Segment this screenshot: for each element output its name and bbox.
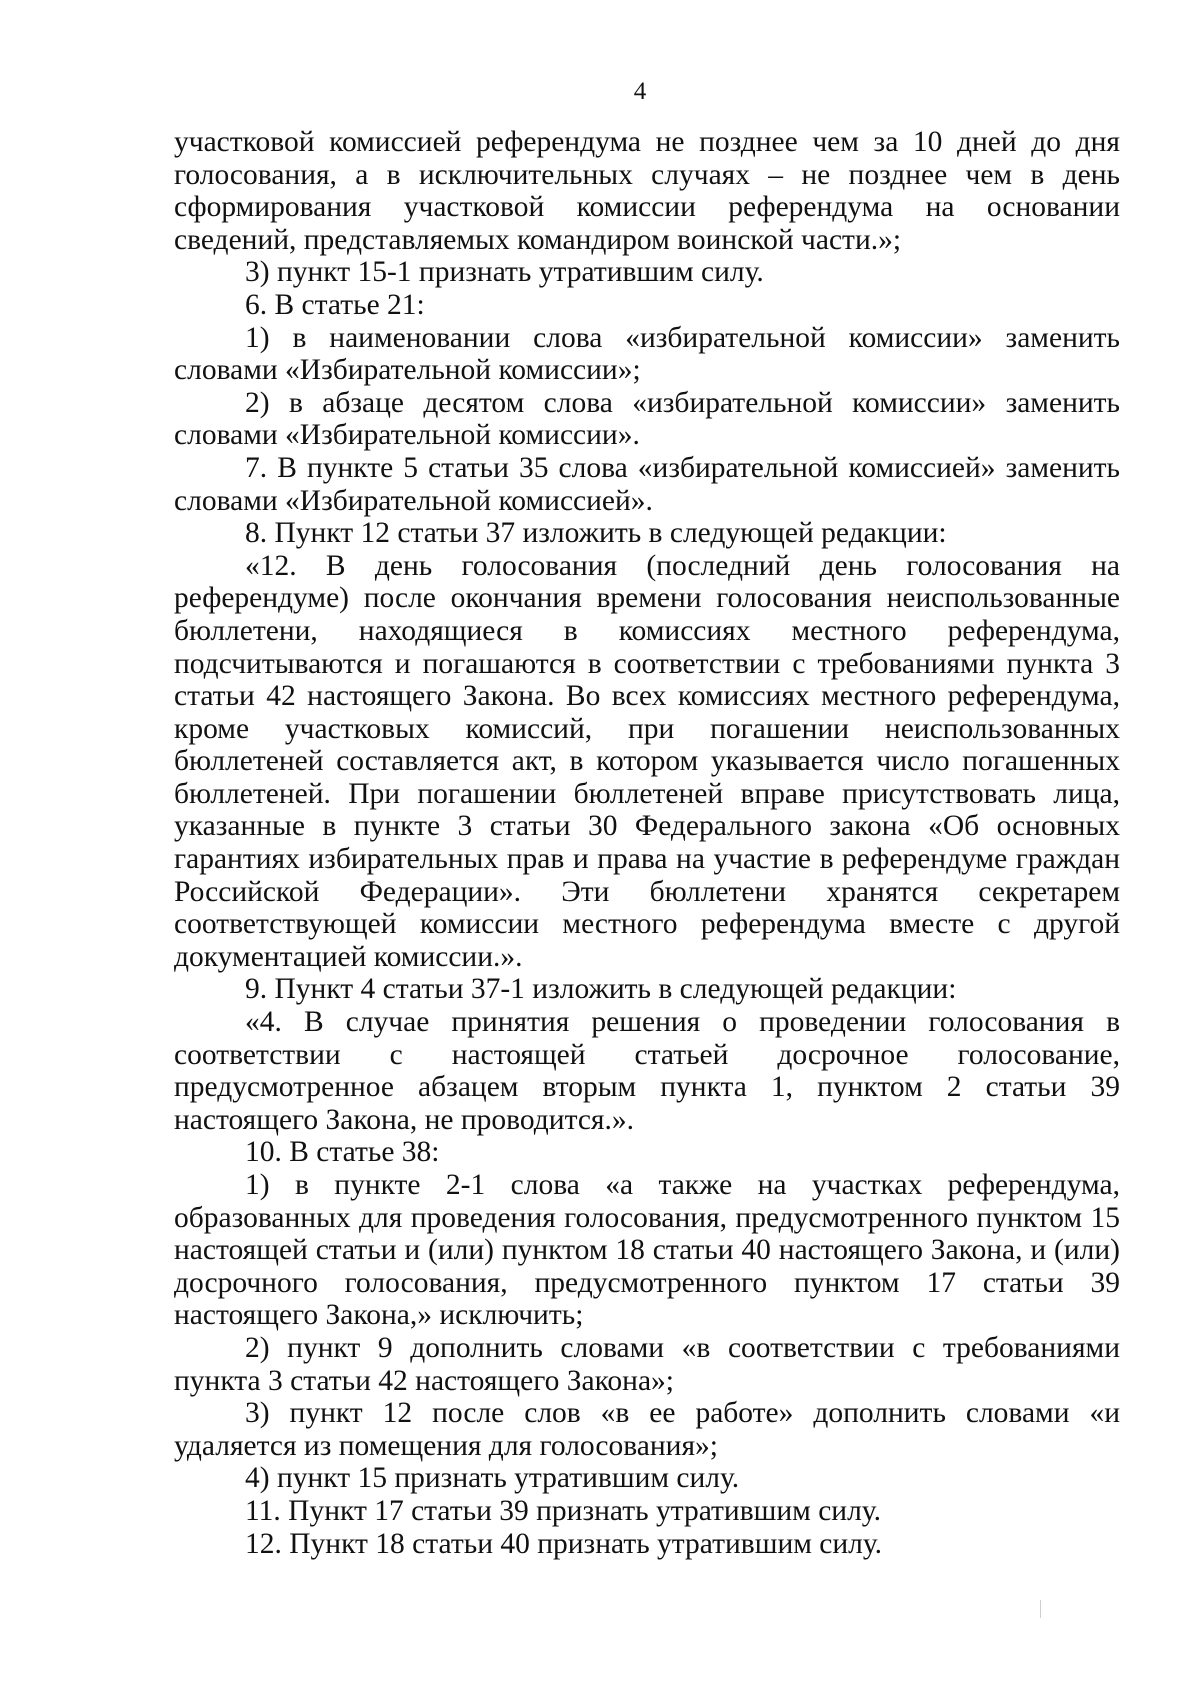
paragraph-quote: «4. В случае принятия решения о проведении голосования в соответствии с настоящей статьей досрочное голосование, предусмотренное абзацем вторым пункта 1, пунктом 2 статьи 39 настоящего Закона, не проводится.». <box>174 1006 1120 1136</box>
paragraph-section: 7. В пункте 5 статьи 35 слова «избирательной комиссией» заменить словами «Избирательной комиссией». <box>174 451 1120 517</box>
paragraph-quote: «12. В день голосования (последний день голосования на референдуме) после окончания времени голосования неиспользованные бюллетени, находящиеся в комиссиях местного референдума, подсчитываются и погашаются в соответствии с требованиями пункта 3 статьи 42 настоящего Закона. Во всех комиссиях местного референдума, кроме участковых комиссий, при погашении неиспользованных бюллетеней составляется акт, в котором указывается число погашенных бюллетеней. При погашении бюллетеней вправе присутствовать лица, указанные в пункте 3 статьи 30 Федерального закона «Об основных гарантиях избирательных прав и права на участие в референдуме граждан Российской Федерации». Эти бюллетени хранятся секретарем соответствующей комиссии местного референдума вместе с другой документацией комиссии.». <box>174 549 1120 973</box>
document-body <box>174 126 1120 1560</box>
paragraph-section: 10. В статье 38: <box>245 1136 440 1169</box>
paragraph-section: 12. Пункт 18 статьи 40 признать утратившим силу. <box>245 1527 883 1560</box>
scan-artifact <box>1040 1600 1041 1618</box>
paragraph-item: 1) в пункте 2-1 слова «а также на участках референдума, образованных для проведения голосования, предусмотренного пунктом 15 настоящей статьи и (или) пунктом 18 статьи 40 настоящего Закона, и (или) досрочного голосования, предусмотренного пунктом 17 статьи 39 настоящего Закона,» исключить; <box>174 1169 1120 1332</box>
paragraph-continuation: участковой комиссией референдума не позднее чем за 10 дней до дня голосования, а в исключительных случаях – не позднее чем в день сформирования участковой комиссии референдума на основании сведений, представляемых командиром воинской части.»; <box>174 126 1120 256</box>
paragraph-item: 2) в абзаце десятом слова «избирательной комиссии» заменить словами «Избирательной комиссии». <box>174 386 1120 452</box>
paragraph-item: 2) пункт 9 дополнить словами «в соответствии с требованиями пункта 3 статьи 42 настоящего Закона»; <box>174 1331 1120 1397</box>
paragraph-item: 4) пункт 15 признать утратившим силу. <box>245 1462 740 1495</box>
paragraph-item: 1) в наименовании слова «избирательной комиссии» заменить словами «Избирательной комиссии»; <box>174 321 1120 387</box>
paragraph-item: 3) пункт 12 после слов «в ее работе» дополнить словами «и удаляется из помещения для голосования»; <box>174 1397 1120 1462</box>
paragraph-section: 6. В статье 21: <box>245 288 425 321</box>
paragraph-section: 8. Пункт 12 статьи 37 изложить в следующей редакции: <box>245 517 947 550</box>
paragraph-section: 11. Пункт 17 статьи 39 признать утратившим силу. <box>245 1494 881 1527</box>
paragraph-section: 9. Пункт 4 статьи 37-1 изложить в следующей редакции: <box>245 973 957 1006</box>
page-number: 4 <box>633 78 647 105</box>
paragraph-item: 3) пункт 15-1 признать утратившим силу. <box>245 256 764 289</box>
